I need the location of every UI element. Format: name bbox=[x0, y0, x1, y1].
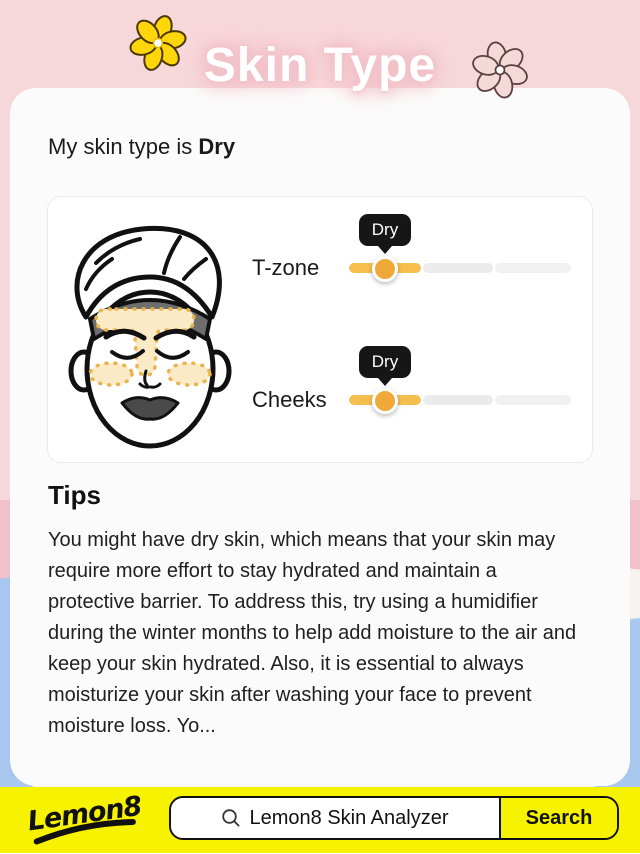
cheeks-value-tooltip bbox=[359, 346, 411, 378]
content-card bbox=[10, 88, 630, 786]
t-zone-slider-row bbox=[48, 211, 594, 323]
flower-pink-icon bbox=[468, 40, 532, 105]
result-value: Dry bbox=[198, 134, 236, 159]
cheeks-slider-row bbox=[48, 343, 594, 455]
t-zone-value: Dry bbox=[371, 220, 399, 239]
track-segment-oily bbox=[495, 395, 571, 405]
cheeks-slider-thumb[interactable] bbox=[372, 388, 398, 414]
track-segment-normal bbox=[423, 263, 493, 273]
search-input[interactable] bbox=[171, 798, 499, 838]
search-button-label: Search bbox=[525, 806, 593, 829]
t-zone-slider-thumb[interactable] bbox=[372, 256, 398, 282]
t-zone-value-tooltip bbox=[359, 214, 411, 246]
skin-type-result bbox=[48, 134, 235, 160]
footer-bar bbox=[0, 787, 640, 853]
flower-yellow-icon bbox=[126, 14, 190, 77]
search-input-value: Lemon8 Skin Analyzer bbox=[249, 806, 449, 829]
lemon8-logo-text: Lemon8 bbox=[25, 791, 144, 838]
search-button[interactable] bbox=[499, 798, 617, 838]
page-title: Skin Type bbox=[203, 39, 437, 92]
track-segment-oily bbox=[495, 263, 571, 273]
tips-heading: Tips bbox=[48, 480, 101, 510]
tips-body: You might have dry skin, which means that your skin may require more effort to stay hydrated and maintain a protective barrier. To address this, try using a humidifier during the winter months to help add moisture to the air and keep your skin hydrated. Also, it is essential to always moisturize your skin after washing your face to prevent moisture loss. Yo... bbox=[48, 529, 577, 737]
lemon8-logo bbox=[24, 791, 144, 854]
t-zone-label: T-zone bbox=[252, 255, 320, 280]
track-segment-normal bbox=[423, 395, 493, 405]
skin-analysis-card bbox=[47, 196, 593, 463]
cheeks-label: Cheeks bbox=[252, 387, 327, 412]
cheeks-value: Dry bbox=[371, 352, 399, 371]
search-bar bbox=[169, 796, 619, 840]
result-prefix: My skin type is bbox=[48, 134, 199, 159]
search-icon bbox=[221, 808, 241, 828]
